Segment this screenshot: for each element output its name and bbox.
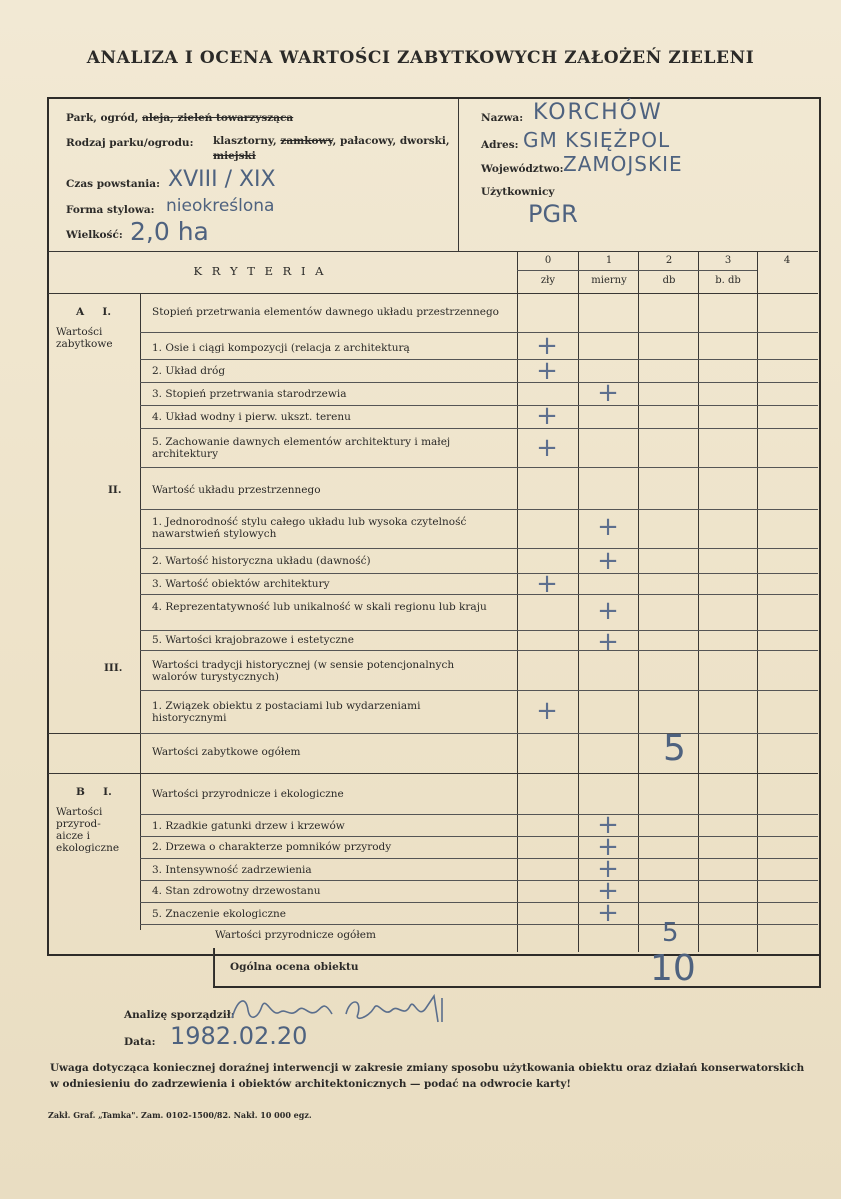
a2-item-3: 3. Wartość obiektów architektury — [152, 578, 330, 590]
rodzaj-options-2: miejski — [213, 150, 256, 162]
data-label: Data: — [124, 1036, 156, 1048]
section-b-code: B I. — [76, 786, 112, 798]
woj-value: ZAMOJSKIE — [563, 152, 683, 176]
b-item-3: 3. Intensywność zadrzewienia — [152, 864, 312, 876]
mark-a2-5: + — [597, 627, 619, 657]
section-a-iii: III. — [104, 662, 123, 674]
note-line-2: w odniesieniu do zadrzewienia i obiektów architektonicznych — podać na odwrocie karty! — [50, 1078, 571, 1090]
score-0-num: 0 — [544, 255, 552, 266]
mark-a1-1: + — [536, 331, 558, 361]
rodzaj-options: klasztorny, zamkowy, pałacowy, dworski, — [213, 135, 450, 147]
a2-item-5: 5. Wartości krajobrazowe i estetyczne — [152, 634, 354, 646]
a1-item-3: 3. Stopień przetrwania starodrzewia — [152, 388, 347, 400]
a-total-label: Wartości zabytkowe ogółem — [152, 746, 301, 758]
a1-item-1: 1. Osie i ciągi kompozycji (relacja z architekturą — [152, 342, 410, 354]
mark-a2-2: + — [597, 546, 619, 576]
wielkosc-value: 2,0 ha — [130, 217, 209, 246]
group-a2-title: Wartość układu przestrzennego — [152, 484, 321, 496]
a1-item-5: 5. Zachowanie dawnych elementów architektury i małej architektury — [152, 436, 451, 460]
adres-label: Adres: — [481, 139, 519, 151]
section-b-name: Wartości przyrod- aicze i ekologiczne — [56, 806, 120, 854]
kryteria-label: K R Y T E R I A — [193, 264, 327, 278]
a2-item-4: 4. Reprezentatywność lub unikalność w skali regionu lub kraju — [152, 601, 487, 613]
score-0-desc: zły — [540, 275, 556, 286]
b-item-5: 5. Znaczenie ekologiczne — [152, 908, 287, 920]
group-a1-title: Stopień przetrwania elementów dawnego układu przestrzennego — [152, 306, 499, 318]
section-a-ii: II. — [108, 484, 122, 496]
mark-a2-4: + — [597, 596, 619, 626]
uzytk-value: PGR — [528, 200, 578, 228]
mark-a1-5: + — [536, 433, 558, 463]
forma-label: Forma stylowa: — [66, 204, 155, 216]
mark-a2-1: + — [597, 512, 619, 542]
mark-b-2: + — [597, 832, 619, 862]
a1-item-4: 4. Układ wodny i pierw. ukszt. terenu — [152, 411, 351, 423]
a-total-value: 5 — [663, 728, 686, 769]
section-a-name: Wartości zabytkowe — [56, 326, 113, 350]
a1-item-2: 2. Układ dróg — [152, 365, 226, 377]
mark-b-5: + — [597, 898, 619, 928]
nazwa-label: Nazwa: — [481, 112, 524, 124]
form-title: ANALIZA I OCENA WARTOŚCI ZABYTKOWYCH ZAŁOŻEŃ ZIELENI — [86, 48, 755, 68]
printer-info: Zakł. Graf. „Tamka". Zam. 0102-1500/82. Nakł. 10 000 egz. — [48, 1110, 312, 1120]
score-2-num: 2 — [665, 255, 673, 266]
wielkosc-label: Wielkość: — [66, 229, 123, 241]
a2-item-2: 2. Wartość historyczna układu (dawność) — [152, 555, 371, 567]
score-1-num: 1 — [605, 255, 613, 266]
b-item-2: 2. Drzewa o charakterze pomników przyrody — [152, 841, 392, 853]
forma-value: nieokreślona — [166, 196, 275, 216]
mark-b-4: + — [597, 876, 619, 906]
nazwa-value: KORCHÓW — [533, 100, 663, 125]
section-a-code: A I. — [76, 306, 111, 318]
woj-label: Województwo: — [481, 163, 564, 175]
mark-b-3: + — [597, 854, 619, 884]
rodzaj-label: Rodzaj parku/ogrodu: — [66, 137, 194, 149]
data-value: 1982.02.20 — [170, 1022, 308, 1050]
mark-a1-4: + — [536, 401, 558, 431]
group-a3-title: Wartości tradycji historycznej (w sensie potencjonalnych walorów turystycznych) — [152, 659, 455, 683]
score-1-desc: mierny — [591, 275, 627, 286]
mark-b-1: + — [597, 810, 619, 840]
note-line-1: Uwaga dotycząca koniecznej doraźnej interwencji w zakresie zmiany sposobu użytkowania obiektu oraz działań konserwatorskich — [50, 1062, 805, 1074]
sporzadzil-label: Analizę sporządził: — [124, 1009, 235, 1021]
mark-a2-3: + — [536, 569, 558, 599]
a3-item-1: 1. Związek obiektu z postaciami lub wydarzeniami historycznymi — [152, 700, 421, 724]
mark-a1-3: + — [597, 378, 619, 408]
mark-a1-2: + — [536, 356, 558, 386]
adres-value: GM KSIĘŻPOL — [523, 128, 671, 152]
b-total-value: 5 — [662, 918, 679, 948]
czas-label: Czas powstania: — [66, 178, 160, 190]
b-item-1: 1. Rzadkie gatunki drzew i krzewów — [152, 820, 345, 832]
b-item-4: 4. Stan zdrowotny drzewostanu — [152, 885, 321, 897]
mark-a3-1: + — [536, 696, 558, 726]
b-total-label: Wartości przyrodnicze ogółem — [215, 929, 376, 941]
group-b-title: Wartości przyrodnicze i ekologiczne — [152, 788, 344, 800]
czas-value: XVIII / XIX — [168, 167, 276, 192]
score-3-num: 3 — [724, 255, 732, 266]
score-4-num: 4 — [783, 255, 791, 266]
park-type-line: Park, ogród, aleja, zieleń towarzysząca — [66, 112, 294, 124]
signature — [228, 992, 460, 1026]
uzytk-label: Użytkownicy — [481, 186, 555, 198]
overall-value: 10 — [650, 948, 696, 989]
overall-label: Ogólna ocena obiektu — [230, 961, 359, 973]
score-3-desc: b. db — [715, 275, 741, 286]
a2-item-1: 1. Jednorodność stylu całego układu lub wysoka czytelność nawarstwień stylowych — [152, 516, 467, 540]
score-2-desc: db — [662, 275, 676, 286]
